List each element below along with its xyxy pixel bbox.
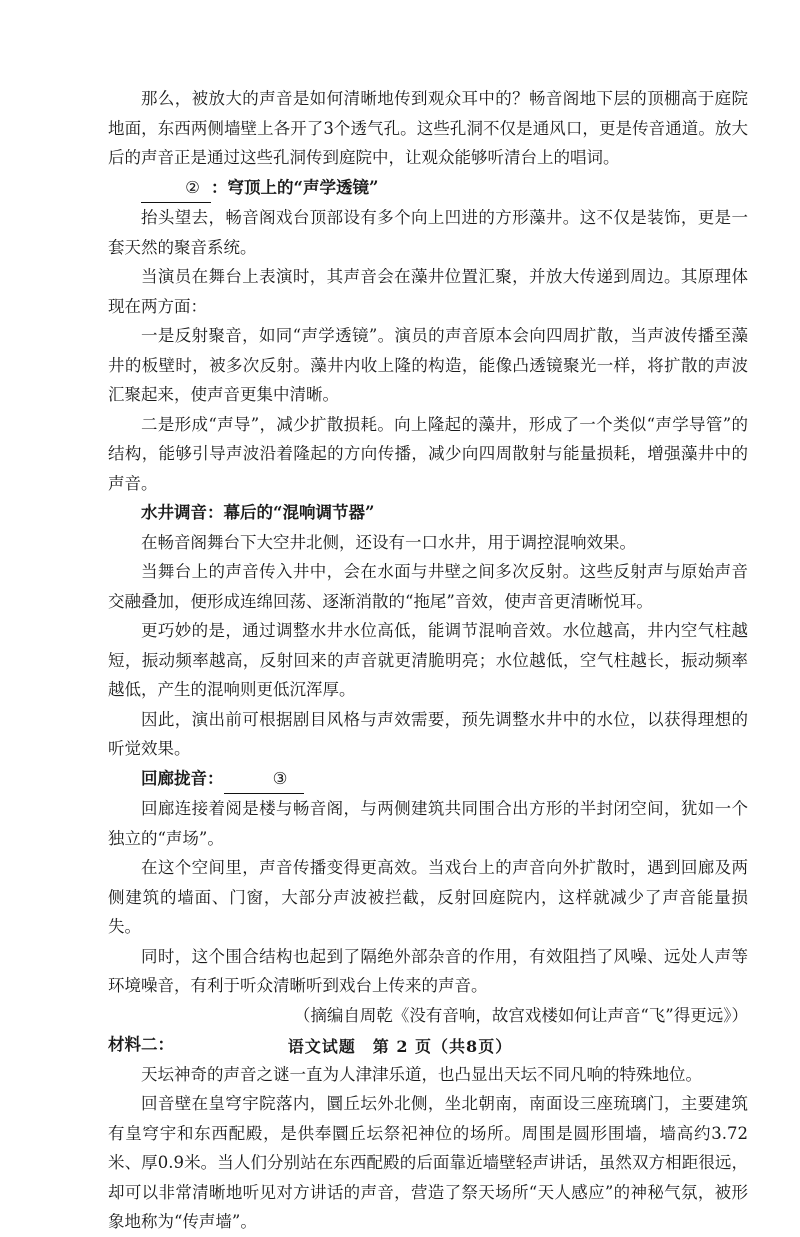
paragraph: 当演员在舞台上表演时，其声音会在藻井位置汇聚，并放大传递到周边。其原理体现在两方面： [108,267,748,316]
paragraph: 回音壁在皇穹宇院落内，圜丘坛外北侧，坐北朝南，南面设三座琉璃门，主要建筑有皇穹宇和东西配殿，是供奉圜丘坛祭祀神位的场所。周围是圆形围墙，墙高约3.72米、厚0.9米。当人们分别站在东西配殿的后面靠近墙壁轻声讲话，虽然双方相距很远，却可以非常清晰地听见对方讲话的声音，营造了祭天场所“天人感应”的神秘气氛，被形象地称为“传声墙”。 [108,1094,748,1231]
material-label: 材料二： [108,1035,174,1054]
answer-blank-2[interactable]: ② [141,173,211,204]
paragraph: 因此，演出前可根据剧目风格与声效需要，预先调整水井中的水位，以获得理想的听觉效果。 [108,709,748,758]
paragraph: 那么，被放大的声音是如何清晰地传到观众耳中的？畅音阁地下层的顶棚高于庭院地面，东西两侧墙壁上各开了3个透气孔。这些孔洞不仅是通风口，更是传音通道。放大后的声音正是通过这些孔洞传到庭院中，让观众能够听清台上的唱词。 [108,89,748,167]
section-heading-water-well: 水井调音：幕后的“混响调节器” [141,503,375,522]
paragraph: 抬头望去，畅音阁戏台顶部设有多个向上凹进的方形藻井。这不仅是装饰，更是一套天然的聚音系统。 [108,208,748,257]
page-footer: 语文试题 第 2 页（共8页） [287,1037,513,1056]
section-heading-2 [108,173,748,204]
source-citation: （摘编自周乾《没有音响，故宫戏楼如何让声音“飞”得更远》） [293,1005,748,1025]
paragraph: 回廊连接着阅是楼与畅音阁，与两侧建筑共同围合出方形的半封闭空间，犹如一个独立的“声场”。 [108,799,748,848]
paragraph: 更巧妙的是，通过调整水井水位高低，能调节混响音效。水位越高，井内空气柱越短，振动频率越高，反射回来的声音就更清脆明亮；水位越低，空气柱越长，振动频率越低，产生的混响则更低沉浑厚。 [108,621,748,699]
paragraph: 当舞台上的声音传入井中，会在水面与井壁之间多次反射。这些反射声与原始声音交融叠加，便形成连绵回荡、逐渐消散的“拖尾”音效，使声音更清晰悦耳。 [108,562,748,611]
paragraph: 二是形成“声导”，减少扩散损耗。向上隆起的藻井，形成了一个类似“声学导管”的结构，能够引导声波沿着隆起的方向传播，减少向四周散射与能量损耗，增强藻井中的声音。 [108,414,748,493]
paragraph: 天坛神奇的声音之谜一直为人津津乐道，也凸显出天坛不同凡响的特殊地位。 [141,1064,702,1084]
paragraph: 一是反射聚音，如同“声学透镜”。演员的声音原本会向四周扩散，当声波传播至藻井的板壁时，被多次反射。藻井内收上隆的构造，能像凸透镜聚光一样，将扩散的声波汇聚起来，使声音更集中清晰。 [108,326,748,404]
section-heading-text: 回廊拢音： [141,768,224,788]
answer-blank-3[interactable]: ③ [224,764,304,795]
section-heading-text: ：穹顶上的“声学透镜” [211,177,379,197]
section-heading-3 [108,764,748,795]
paragraph: 同时，这个围合结构也起到了隔绝外部杂音的作用，有效阻挡了风噪、远处人声等环境噪音，有利于听众清晰听到戏台上传来的声音。 [108,946,748,995]
paragraph: 在这个空间里，声音传播变得更高效。当戏台上的声音向外扩散时，遇到回廊及两侧建筑的墙面、门窗，大部分声波被拦截，反射回庭院内，这样就减少了声音能量损失。 [108,858,748,936]
article-body [108,84,748,1237]
paragraph: 在畅音阁舞台下大空井北侧，还设有一口水井，用于调控混响效果。 [141,532,636,552]
